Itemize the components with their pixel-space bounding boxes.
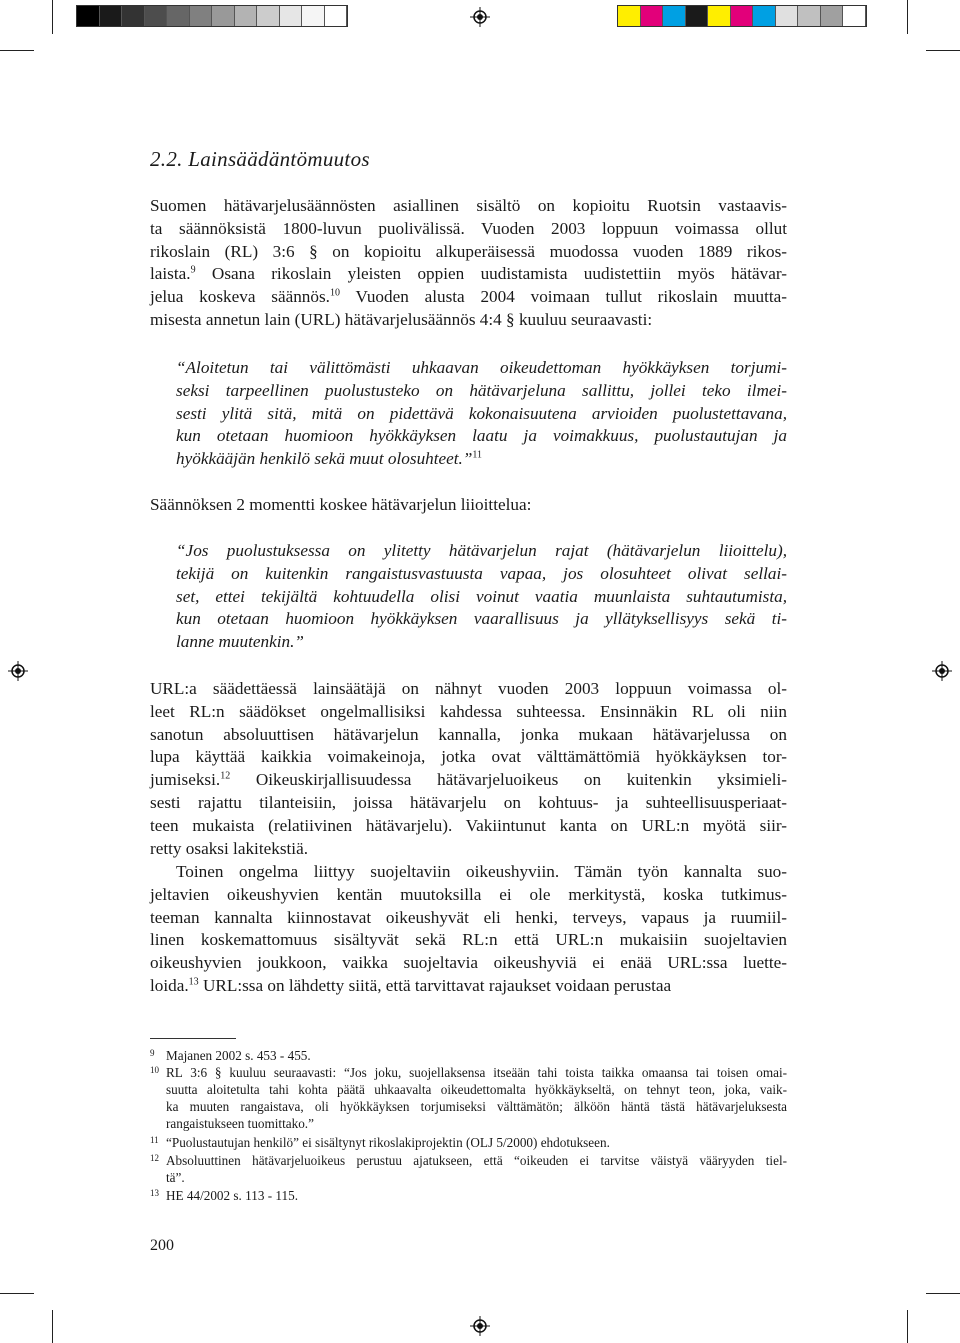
color-swatch	[798, 6, 821, 26]
color-swatch	[663, 6, 686, 26]
color-swatch	[212, 6, 235, 26]
text-line: ta säännöksistä 1800-luvun puolivälissä. Vuoden 2003 loppuun voimassa ollut	[150, 218, 787, 238]
text-line: sesti rajattu tilanteisiin, joissa hätävarjelu on kohtuus- ja suhteellisuusperiaat-	[150, 792, 787, 812]
text-line: URL:a säädettäessä lainsäätäjä on nähnyt vuoden 2003 loppuun voimassa ol-	[150, 679, 787, 698]
text-line: lanne muutenkin.”	[176, 632, 304, 652]
color-swatch	[122, 6, 145, 26]
text-line: kun otetaan huomioon hyökkäyksen vaarallisuus ja yllätyksellisyys sekä ti-	[176, 609, 787, 629]
text-line: jumiseksi.$^{12}$ Oikeuskirjallisuudessa hätävarjeluoikeus on kuitenkin yksimieli-	[150, 770, 787, 790]
text-line: oikeushyvien joukkoon, vaikka suojeltavia oikeushyviä ei enää URL:ssa luette-	[150, 953, 787, 973]
text-line: jeltavien oikeushyvien kentän muutoksilla ei ole merkitystä, koska tutkimus-	[150, 884, 787, 904]
crop-mark	[926, 1293, 960, 1294]
footnote-line: “Puolustautujan henkilö” ei sisältynyt rikoslakiprojektin (OLJ 5/2000) ehdotukseen.	[166, 1135, 610, 1150]
footnote-line: suutta aloitetulta tahi kohta päätä uhkaavalta oikeudettomalta hyökkäykseltä, on tehnyt teon, joka, vaik-	[166, 1082, 787, 1097]
footnote-ref[interactable]: 11	[472, 449, 483, 461]
registration-mark-icon	[8, 661, 28, 681]
text-line: retty osaksi lakitekstiä.	[150, 838, 308, 858]
color-swatch	[190, 6, 213, 26]
footnote-line: RL 3:6 § kuuluu seuraavasti: “Jos joku, suojellaksensa itseään tahi toista taikka omaansa tai toisen omai-	[166, 1065, 787, 1080]
crop-mark	[0, 1293, 34, 1294]
text-line: hyökkääjän henkilö sekä muut olosuhteet.”$^{11}$	[176, 449, 483, 469]
text-line: seksi tarpeellinen puolustusteko on hätävarjeluna sallittu, jollei teko ilmei-	[176, 380, 787, 400]
footnote-9	[150, 1047, 787, 1064]
text-line: “Aloitetun tai välittömästi uhkaavan oikeudettoman hyökkäyksen torjumi-	[176, 358, 787, 377]
registration-mark-icon	[470, 1316, 490, 1336]
footnote-13	[150, 1187, 787, 1204]
text-line: loida.$^{13}$ URL:ssa on lähdetty siitä, että tarvittavat rajaukset voidaan perustaa	[150, 975, 672, 995]
footnote-number: 10	[150, 1065, 159, 1075]
color-swatch	[708, 6, 731, 26]
text-line: lupa käyttää kaikkia voimakeinoja, jotka ovat välttämättömiä hyökkäyksen tor-	[150, 747, 787, 767]
crop-mark	[0, 50, 34, 51]
crop-mark	[52, 1310, 53, 1343]
crop-mark	[907, 0, 908, 34]
color-swatch	[776, 6, 799, 26]
color-swatch	[843, 6, 866, 26]
color-swatch	[302, 6, 325, 26]
footnote-ref[interactable]: 10	[329, 287, 340, 299]
footnote-number: 13	[150, 1188, 159, 1198]
footnote-line: Absoluuttinen hätävarjeluoikeus perustuu ajatukseen, että “oikeuden ei tarvitse väistyä vääryyden tiel-	[166, 1153, 787, 1168]
color-swatch	[280, 6, 303, 26]
text-line: set, ettei tekijältä kohtuudella olisi voinut vaatia muunlaista suhtautumista,	[176, 586, 787, 606]
color-swatch	[235, 6, 258, 26]
footnote-ref[interactable]: 13	[188, 976, 199, 988]
text-line: leet RL:n säädökset ongelmallisiksi kahdessa suhteessa. Ensinnäkin RL oli niin	[150, 701, 787, 721]
footnote-line: Majanen 2002 s. 453 - 455.	[166, 1048, 311, 1063]
text-line: misesta annetun lain (URL) hätävarjelusäännös 4:4 § kuuluu seuraavasti:	[150, 309, 653, 329]
text-line: sanotun absoluuttisen hätävarjelun kannalla, jonka mukaan hätävarjelussa on	[150, 724, 787, 744]
footnote-11	[150, 1134, 787, 1151]
color-swatch	[167, 6, 190, 26]
paragraph-intro	[150, 195, 787, 332]
footnote-number: 9	[150, 1048, 155, 1058]
footnote-line: tä”.	[166, 1170, 185, 1185]
crop-mark	[907, 1310, 908, 1343]
page-number: 200	[150, 1237, 174, 1254]
color-swatch	[77, 6, 100, 26]
color-swatch	[686, 6, 709, 26]
color-swatch	[257, 6, 280, 26]
quote-moment-2	[176, 540, 787, 654]
text-line: Toinen ongelma liittyy suojeltaviin oikeushyviin. Tämän työn kannalta suo-	[176, 862, 787, 881]
color-swatch	[821, 6, 844, 26]
footnote-12	[150, 1152, 787, 1186]
footnote-10	[150, 1064, 787, 1132]
registration-mark-icon	[470, 7, 490, 27]
color-swatch	[325, 6, 348, 26]
color-swatch	[731, 6, 754, 26]
footnote-line: ka muuten rangaistava, oli hyökkäyksen torjumiseksi välttämätön; älköön häntä tästä hätävarjeluksesta	[166, 1099, 787, 1114]
color-swatch	[145, 6, 168, 26]
quote-statute-4-4	[176, 357, 787, 471]
footnote-number: 11	[150, 1135, 159, 1145]
paragraph-moment-2	[150, 494, 787, 517]
text-line: “Jos puolustuksessa on ylitetty hätävarjelun rajat (hätävarjelun liioittelu),	[176, 541, 787, 560]
text-line: jelua koskeva säännös.$^{10}$ Vuoden alusta 2004 voimaan tullut rikoslain muutta-	[150, 287, 787, 307]
registration-mark-icon	[932, 661, 952, 681]
paragraph-url	[150, 678, 787, 860]
footnote-line: HE 44/2002 s. 113 - 115.	[166, 1188, 298, 1203]
text-line: laista.$^9$ Osana rikoslain yleisten oppien uudistamista uudistettiin myös hätävar-	[150, 264, 787, 284]
text-line: kun otetaan huomioon hyökkäyksen laatu ja voimakkuus, puolustautujan ja	[176, 426, 787, 446]
color-swatch	[618, 6, 641, 26]
text-line: teen mukaista (relatiivinen hätävarjelu). Vakiintunut kanta on URL:n myötä siir-	[150, 815, 787, 835]
paragraph-oikeushyvat	[150, 861, 787, 998]
crop-mark	[926, 50, 960, 51]
crop-mark	[52, 0, 53, 34]
text-line: linen koskemattomuus sisältyvät sekä RL:n että URL:n mukaisiin suojeltavien	[150, 930, 787, 950]
cmyk-color-bar	[617, 5, 867, 27]
text-line: tekijä on kuitenkin rangaistusvastuusta vapaa, jos olosuhteet olivat sellai-	[176, 563, 787, 583]
text-line: teeman kannalta kiinnostavat oikeushyvät eli henki, terveys, vapaus ja ruumiil-	[150, 907, 787, 927]
footnote-ref[interactable]: 12	[220, 770, 231, 782]
text-line: Suomen hätävarjelusäännösten asiallinen sisältö on kopioitu Ruotsin vastaavis-	[150, 196, 787, 215]
section-heading: 2.2. Lainsäädäntömuutos	[150, 147, 370, 171]
footnote-line: rangaistukseen tuomittako.”	[166, 1116, 314, 1131]
grayscale-color-bar	[76, 5, 348, 27]
footnote-divider	[150, 1038, 236, 1039]
text-line: sesti ylitä sitä, mitä on pidettävä kokonaisuutena arvioiden puolustettavana,	[176, 403, 787, 423]
text-line: Säännöksen 2 momentti koskee hätävarjelun liioittelua:	[150, 495, 532, 514]
text-line: rikoslain (RL) 3:6 § on kopioitu alkuperäisessä muodossa vuoden 1889 rikos-	[150, 241, 787, 261]
color-swatch	[641, 6, 664, 26]
color-swatch	[100, 6, 123, 26]
footnote-number: 12	[150, 1153, 159, 1163]
footnote-ref[interactable]: 9	[190, 264, 196, 276]
color-swatch	[753, 6, 776, 26]
